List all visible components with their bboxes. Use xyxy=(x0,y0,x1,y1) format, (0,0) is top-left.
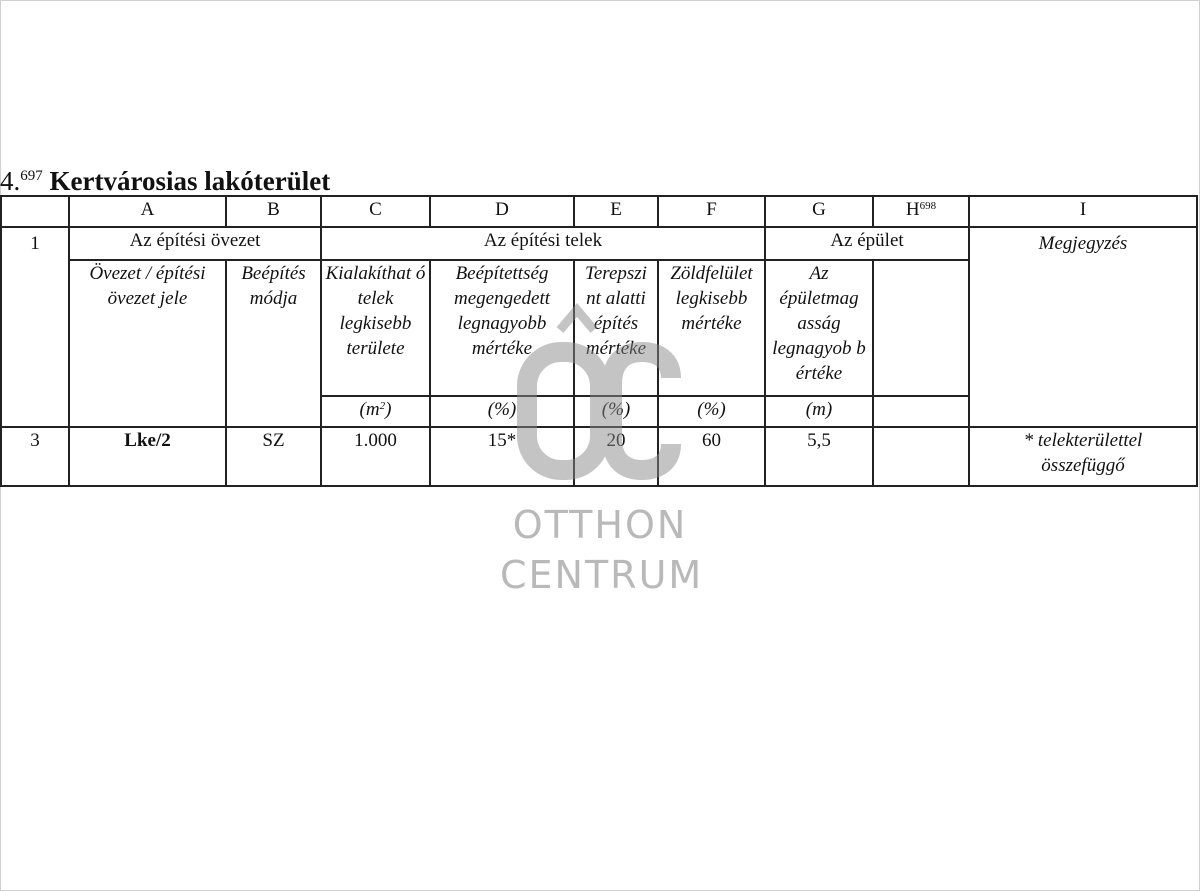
cell-min-plot-area: 1.000 xyxy=(321,427,430,486)
cell-min-green: 60 xyxy=(658,427,765,486)
column-letter-a: A xyxy=(69,196,226,227)
group-note: Megjegyzés xyxy=(969,227,1197,427)
unit-c-base: (m xyxy=(359,399,380,420)
header-min-plot-area: Kialakíthat ó telek legkisebb területe xyxy=(321,260,430,396)
cell-max-coverage: 15* xyxy=(430,427,574,486)
header-max-height: Az épületmag asság legnagyob b értéke xyxy=(765,260,873,396)
column-h-footnote: 698 xyxy=(919,200,937,212)
cell-max-height: 5,5 xyxy=(765,427,873,486)
column-letter-row xyxy=(1,196,1197,227)
column-letter-h-text: H xyxy=(905,199,920,220)
column-letter-h xyxy=(873,196,969,227)
row-number-1: 1 xyxy=(1,227,69,427)
column-letter-e: E xyxy=(574,196,658,227)
header-max-coverage: Beépítettség megengedett legnagyobb mértéke xyxy=(430,260,574,396)
cell-underground: 20 xyxy=(574,427,658,486)
watermark-line1: OTTHON xyxy=(512,503,688,547)
unit-e: (%) xyxy=(574,396,658,427)
column-letter-b: B xyxy=(226,196,321,227)
column-letter-i: I xyxy=(969,196,1197,227)
column-letter-d: D xyxy=(430,196,574,227)
cell-h xyxy=(873,427,969,486)
unit-f: (%) xyxy=(658,396,765,427)
zoning-table xyxy=(0,195,1198,487)
header-build-method: Beépítés módja xyxy=(226,260,321,427)
unit-h-empty xyxy=(873,396,969,427)
column-letter-c: C xyxy=(321,196,430,227)
unit-c-close: ) xyxy=(385,399,392,420)
column-letter-f: F xyxy=(658,196,765,227)
data-row xyxy=(1,427,1197,486)
section-number: 4. xyxy=(0,166,21,196)
unit-g: (m) xyxy=(765,396,873,427)
header-zone-code: Övezet / építési övezet jele xyxy=(69,260,226,427)
unit-c xyxy=(321,396,430,427)
cell-build-method: SZ xyxy=(226,427,321,486)
header-h-empty xyxy=(873,260,969,396)
group-zone: Az építési övezet xyxy=(69,227,321,260)
unit-c-exp: 2 xyxy=(379,400,386,412)
row-number-3: 3 xyxy=(1,427,69,486)
cell-zone-code xyxy=(69,427,226,486)
watermark-line2: CENTRUM xyxy=(500,553,704,597)
section-title xyxy=(0,158,330,199)
section-heading: Kertvárosias lakóterület xyxy=(49,166,331,196)
title-footnote: 697 xyxy=(20,168,43,184)
unit-d: (%) xyxy=(430,396,574,427)
corner-cell xyxy=(1,196,69,227)
column-letter-g: G xyxy=(765,196,873,227)
group-building: Az épület xyxy=(765,227,969,260)
header-min-green: Zöldfelület legkisebb mértéke xyxy=(658,260,765,396)
group-plot: Az építési telek xyxy=(321,227,765,260)
header-underground: Terepszi nt alatti építés mértéke xyxy=(574,260,658,396)
zone-code-value: Lke/2 xyxy=(124,430,171,451)
cell-note: * telekterülettel összefüggő xyxy=(969,427,1197,486)
group-header-row xyxy=(1,227,1197,260)
